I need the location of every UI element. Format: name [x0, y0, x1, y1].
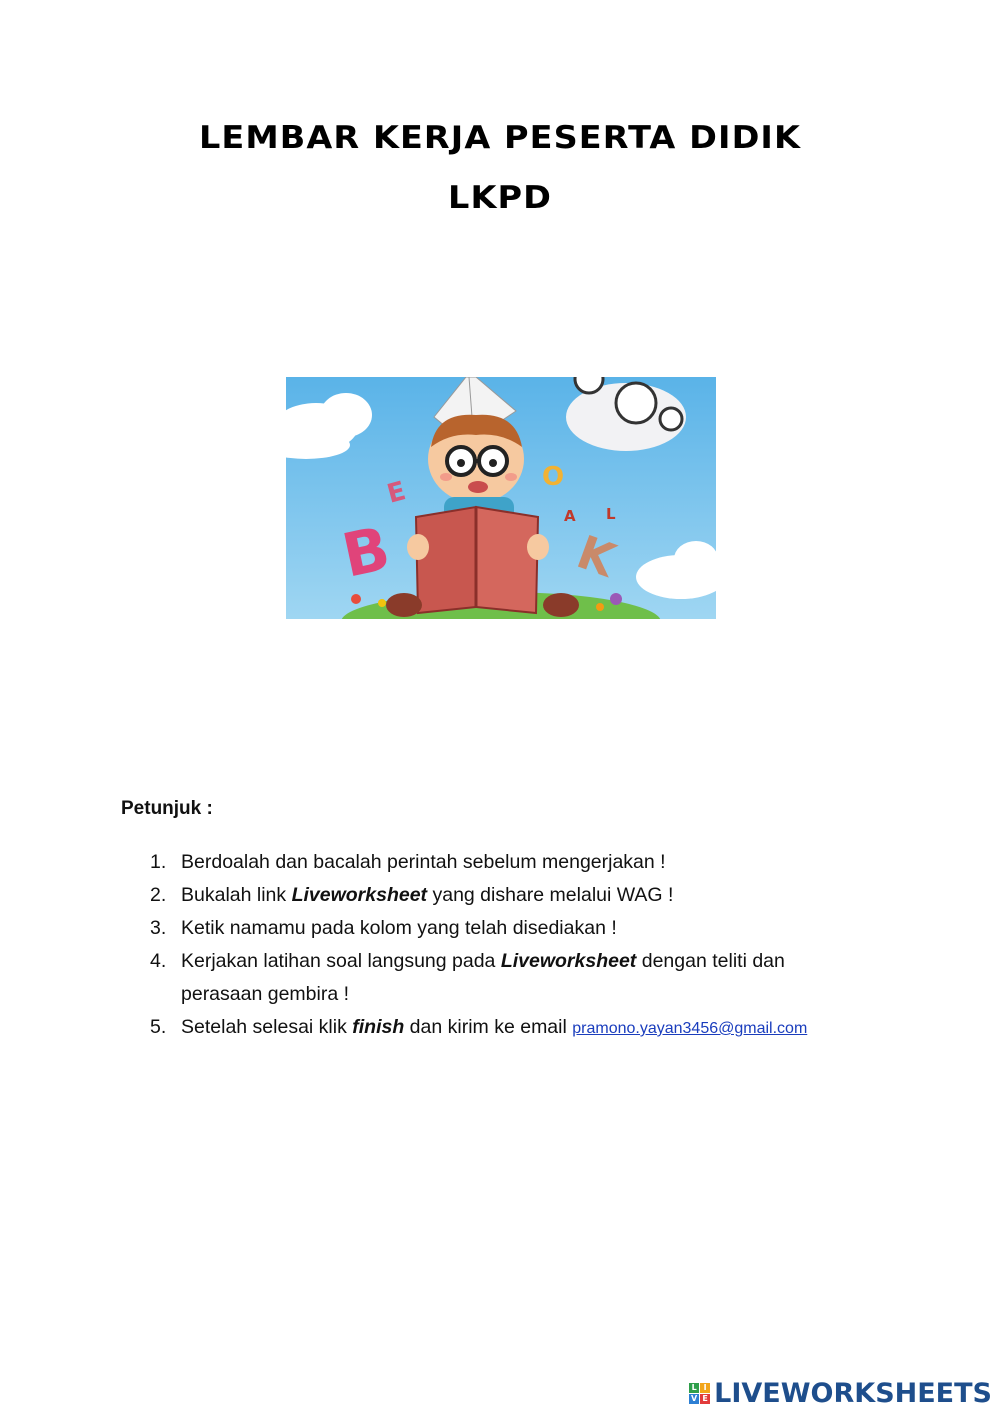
svg-text:O: O — [542, 462, 565, 492]
svg-text:E: E — [384, 476, 409, 510]
instructions-heading: Petunjuk : — [121, 798, 213, 819]
svg-text:L: L — [606, 505, 616, 523]
brand-name: LIVEWORKSHEETS — [714, 1378, 992, 1409]
list-item: 5. Setelah selesai klik finish dan kirim ke email pramono.yayan3456@gmail.com — [150, 1016, 808, 1038]
liveworksheet-emphasis: Liveworksheet — [500, 950, 637, 972]
list-item: 4. Kerjakan latihan soal langsung pada Liveworksheet dengan teliti dan perasaan gembira ! — [150, 950, 785, 1005]
finish-emphasis: finish — [352, 1016, 405, 1038]
list-item: 3. Ketik namamu pada kolom yang telah disediakan ! — [150, 917, 617, 939]
liveworksheets-logo-icon: L I V E — [689, 1383, 710, 1404]
list-item: 2. Bukalah link Liveworksheet yang dishare melalui WAG ! — [150, 884, 674, 906]
worksheet-title: LEMBAR KERJA PESERTA DIDIK — [199, 120, 801, 156]
email-link[interactable]: pramono.yayan3456@gmail.com — [572, 1020, 808, 1037]
svg-text:K: K — [570, 524, 623, 588]
worksheet-subtitle: LKPD — [448, 180, 552, 216]
list-item: 1. Berdoalah dan bacalah perintah sebelum mengerjakan ! — [150, 851, 666, 873]
boy-reading-book-illustration — [286, 377, 716, 619]
svg-text:B: B — [336, 513, 396, 592]
instructions-list — [150, 846, 870, 1045]
liveworksheet-emphasis: Liveworksheet — [291, 884, 428, 906]
svg-text:A: A — [564, 507, 576, 525]
liveworksheets-brand — [689, 1378, 992, 1409]
